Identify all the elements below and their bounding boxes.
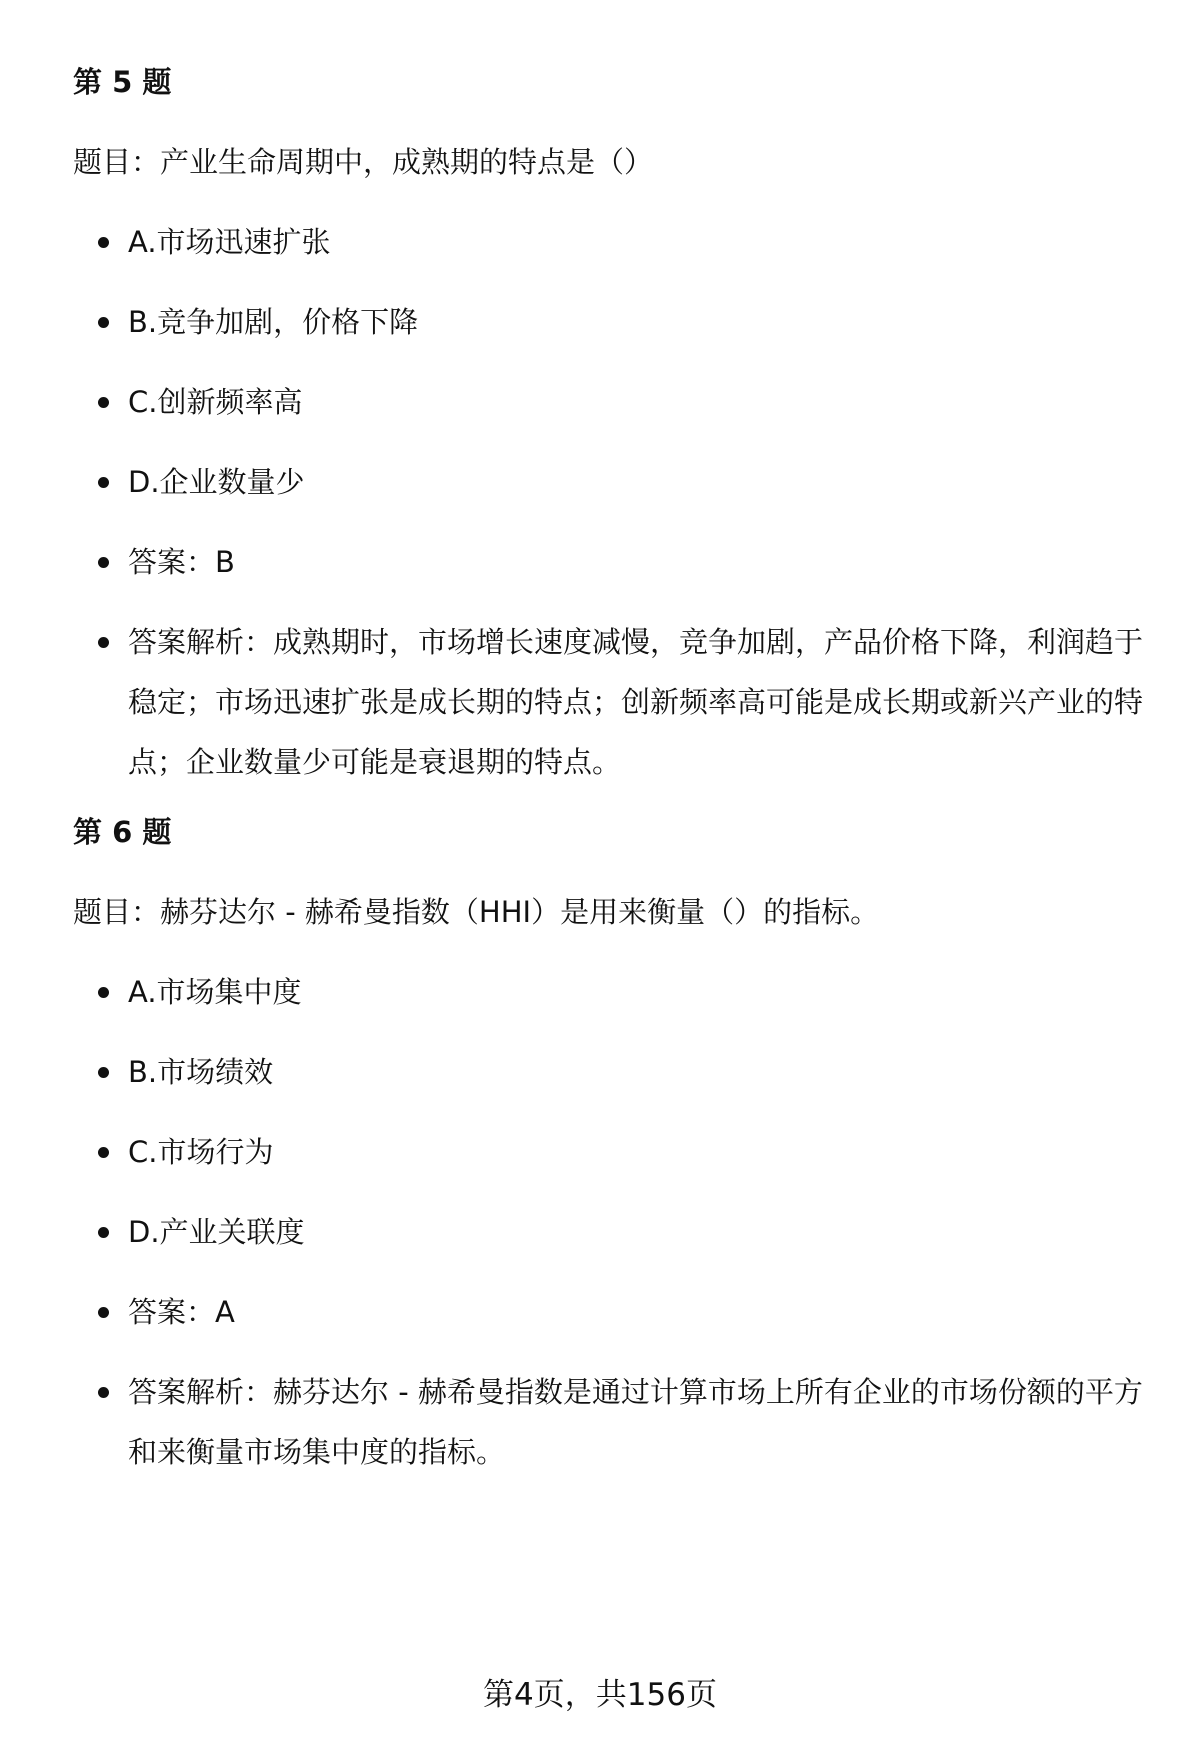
bullet-icon — [98, 477, 109, 488]
bullet-icon — [98, 317, 109, 328]
question-6-option-a: A.市场集中度 — [128, 975, 302, 1009]
question-6-stem: 题目：赫芬达尔 - 赫希曼指数（HHI）是用来衡量（）的指标。 — [73, 895, 880, 929]
bullet-icon — [98, 1067, 109, 1078]
question-6-heading: 第 6 题 — [73, 815, 172, 849]
bullet-icon — [98, 237, 109, 248]
question-6-answer: 答案：A — [128, 1295, 235, 1329]
bullet-icon — [98, 397, 109, 408]
question-5-stem: 题目：产业生命周期中，成熟期的特点是（） — [73, 145, 654, 179]
question-5-heading: 第 5 题 — [73, 65, 172, 99]
bullet-icon — [98, 1227, 109, 1238]
question-5-option-b: B.竞争加剧，价格下降 — [128, 305, 419, 339]
bullet-icon — [98, 637, 109, 648]
bullet-icon — [98, 987, 109, 998]
bullet-icon — [98, 1387, 109, 1398]
bullet-icon — [98, 557, 109, 568]
question-5-option-d: D.企业数量少 — [128, 465, 305, 499]
bullet-icon — [98, 1147, 109, 1158]
bullet-icon — [98, 1307, 109, 1318]
question-6-option-b: B.市场绩效 — [128, 1055, 274, 1089]
question-6-option-c: C.市场行为 — [128, 1135, 274, 1169]
question-5-analysis: 答案解析：成熟期时，市场增长速度减慢，竞争加剧，产品价格下降，利润趋于稳定；市场迅速扩张是成长期的特点；创新频率高可能是成长期或新兴产业的特点；企业数量少可能是衰退期的特点。 — [128, 625, 1144, 779]
question-6-analysis: 答案解析：赫芬达尔 - 赫希曼指数是通过计算市场上所有企业的市场份额的平方和来衡量市场集中度的指标。 — [128, 1375, 1143, 1469]
question-6-option-d: D.产业关联度 — [128, 1215, 305, 1249]
question-5-option-a: A.市场迅速扩张 — [128, 225, 331, 259]
question-5-option-c: C.创新频率高 — [128, 385, 303, 419]
question-5-answer: 答案：B — [128, 545, 235, 579]
page-number-footer: 第4页，共156页 — [483, 1677, 717, 1713]
